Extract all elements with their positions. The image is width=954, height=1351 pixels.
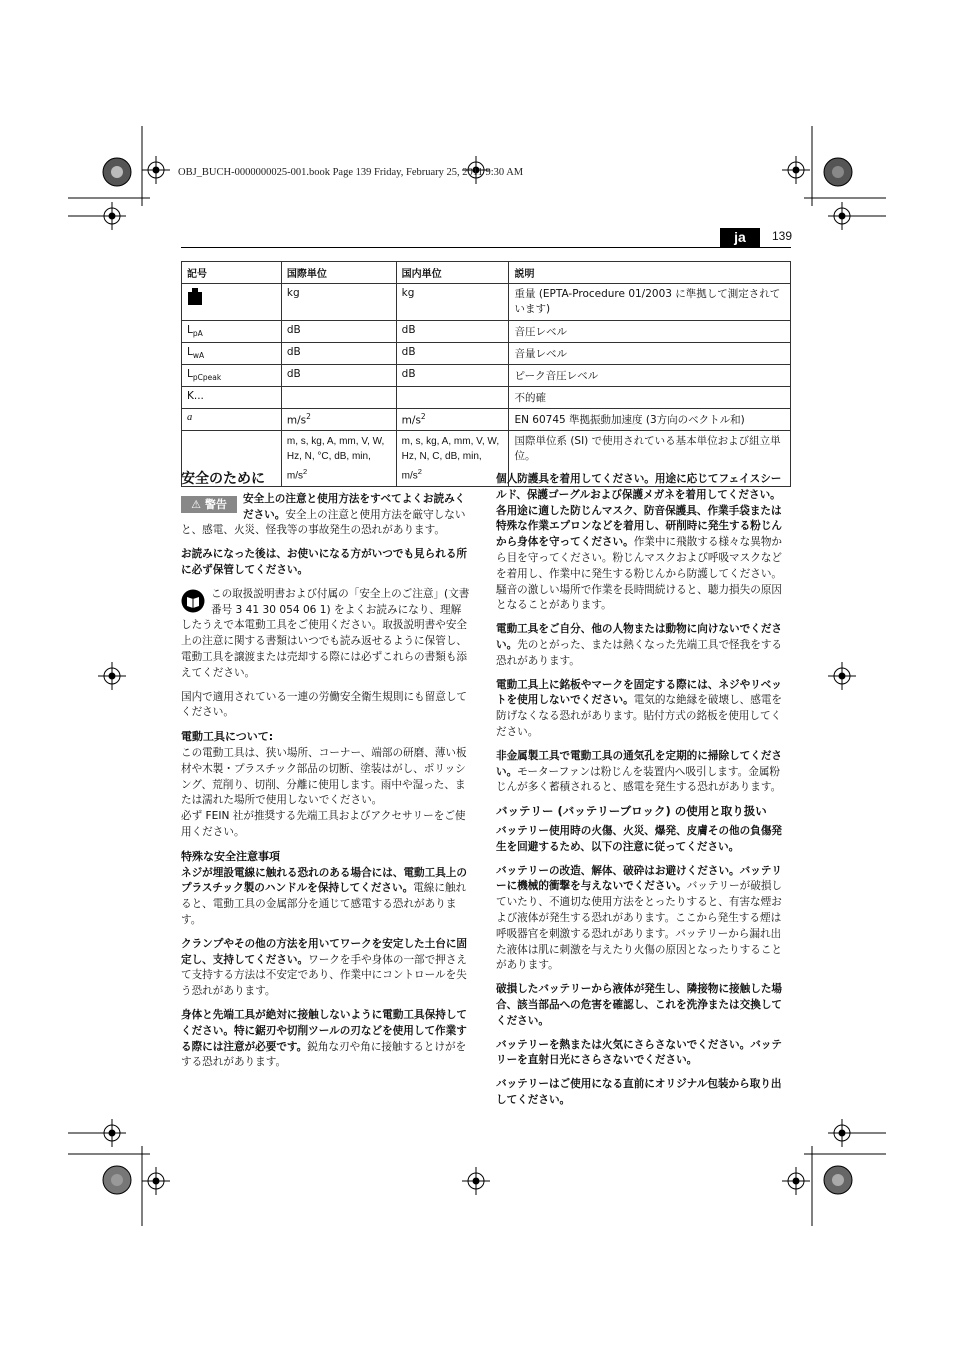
table-row [182, 365, 791, 387]
symbol-text: L [187, 368, 193, 380]
table-cell: 重量 (EPTA-Procedure 01/2003 に準拠して測定されています) [509, 284, 791, 321]
body-text: 電線に触れると、電動工具の金属部分を通じて感電する恐れがあります。 [181, 882, 467, 926]
body-text: 電気的な絶縁を破壊し、感電を防げなくなる恐れがあります。貼付方式の銘板を使用してください。 [496, 694, 783, 738]
unit-superscript: 2 [417, 467, 422, 476]
body-paragraph [496, 749, 786, 796]
manual-paragraph [181, 587, 471, 682]
table-cell: K... [182, 387, 282, 409]
table-row [182, 409, 791, 431]
table-cell: dB [396, 321, 509, 343]
body-text: 安全上の注意と使用方法を厳守しないと、感電、火災、怪我等の事故発生の恐れがあります。 [181, 508, 466, 537]
table-cell: kg [396, 284, 509, 321]
bold-text: 電動工具上に銘板やマークを固定する際には、ネジやリベットを使用しないでください。 [496, 678, 782, 707]
table-cell: 音量レベル [509, 343, 791, 365]
table-cell [182, 343, 282, 365]
weight-symbol-cell [182, 284, 282, 321]
unit-superscript: 2 [306, 412, 311, 421]
table-cell [281, 387, 396, 409]
table-cell: dB [281, 343, 396, 365]
bold-text: クランプやその他の方法を用いてワークを安定した土台に固定し、支持してください。 [181, 937, 468, 966]
table-cell: dB [281, 321, 396, 343]
table-cell: 国際単位系 (SI) で使用されている基本単位および組立単位。 [509, 431, 791, 487]
table-cell: kg [281, 284, 396, 321]
symbol-text: L [187, 346, 193, 358]
table-row [182, 387, 791, 409]
unit-text: m/s [286, 414, 307, 427]
header-rule [181, 247, 791, 248]
body-text: モーターファンは粉じんを装置内へ吸引します。金属粉じんが多く蓄積されると、感電を発生する恐れがあります。 [496, 765, 782, 794]
table-cell [182, 321, 282, 343]
body-paragraph [496, 678, 786, 741]
unit-superscript: 2 [302, 467, 308, 476]
unit-list: m, s, kg, A, mm, V, W, Hz, N, °C, dB, min, m/s [286, 436, 385, 482]
table-cell: EN 60745 準拠振動加速度 (3方向のベクトル和) [509, 409, 791, 431]
symbol-text: L [187, 324, 193, 336]
subsection-title: 特殊な安全注意事項 [181, 849, 280, 863]
read-manual-icon [181, 589, 205, 613]
table-cell: 不的確 [509, 387, 791, 409]
table-cell: dB [396, 365, 509, 387]
symbol-subscript: wA [192, 351, 205, 361]
body-paragraph [181, 937, 471, 1000]
body-text: 先のとがった、または熱くなった先端工具で怪我をする恐れがあります。 [496, 638, 783, 667]
body-paragraph: 破損したバッテリーから液体が発生し、隣接物に接触した場合、該当部品への危害を確認し、これを洗浄または交換してください。 [496, 983, 783, 1027]
table-cell: 音圧レベル [509, 321, 791, 343]
language-badge: ja [720, 228, 760, 247]
table-cell: dB [396, 343, 509, 365]
bold-text: 安全上の注意と使用方法をすべてよくお読みください。 [243, 492, 466, 521]
weight-icon [187, 287, 203, 305]
page-number: 139 [772, 229, 793, 243]
warning-paragraph [181, 492, 471, 539]
unit-text: m/s [401, 414, 421, 427]
bold-text: バッテリーの改造、解体、破砕はお避けください。バッテリーに機械的衝撃を与えないでください。 [496, 864, 783, 893]
book-info-line: OBJ_BUCH-0000000025-001.book Page 139 Friday, February 25, 2011 9:30 AM [178, 167, 524, 178]
subsection-title: 電動工具について: [181, 730, 274, 744]
bold-text: 身体と先端工具が絶対に接触しないように電動工具保持してください。特に鋸刃や切削ツールの刃などを使用して作業する際には注意が必要です。 [181, 1008, 468, 1053]
body-paragraph: バッテリーを熱または火気にさらさないでください。バッテリーを直射日光にさらさないでください。 [496, 1038, 783, 1067]
body-paragraph: 国内で適用されている一連の労働安全衛生規則にも留意してください。 [181, 690, 468, 719]
body-paragraph: 必ず FEIN 社が推奨する先端工具およびアクセサリーをご使用ください。 [181, 810, 466, 838]
table-cell [281, 409, 396, 431]
bold-text: 電動工具をご自分、他の人物または動物に向けないでください。 [496, 623, 783, 651]
table-row [182, 321, 791, 343]
bold-text: 非金属製工具で電動工具の通気孔を定期的に掃除してください。 [496, 749, 783, 778]
table-cell [182, 365, 282, 387]
table-cell: dB [281, 365, 396, 387]
left-column [181, 472, 471, 1079]
warning-label: 警告 [204, 497, 227, 511]
body-text: ワークを手や身体の一部で押さえて支持する方法は不安定であり、作業中にコントロールを失う恐れがあります。 [181, 953, 468, 998]
body-paragraph: バッテリー使用時の火傷、火災、爆発、皮膚その他の負傷発生を回避するため、以下の注意に従ってください。 [496, 824, 783, 853]
table-header: 説明 [509, 262, 791, 284]
table-header-row [182, 262, 791, 284]
body-text: 鋭角な刃や角に接触するとけがをする恐れがあります。 [181, 1040, 467, 1069]
table-cell: ピーク音圧レベル [509, 365, 791, 387]
warning-badge: ⚠ 警告 [181, 496, 237, 513]
body-paragraph: お読みになった後は、お使いになる方がいつでも見られる所に必ず保管してください。 [181, 548, 468, 576]
table-row [182, 284, 791, 321]
units-table [181, 261, 791, 487]
body-text: バッテリーが破損していたり、不適切な使用方法をとったりすると、有害な煙および液体が発生する恐れがあります。ここから発生する煙は呼吸器官を刺激する恐れがあります。バッテリーから漏れ出た液体は肌に刺激を与えたり火傷の原因となったりすることがあります。 [496, 880, 783, 972]
section-title: 安全のために [181, 471, 265, 487]
right-column [496, 472, 786, 1117]
table-cell: a [182, 409, 282, 431]
symbol-subscript: pCpeak [192, 373, 222, 383]
unit-superscript: 2 [420, 412, 426, 421]
body-paragraph [496, 622, 786, 669]
body-paragraph: バッテリーはご使用になる直前にオリジナル包装から取り出してください。 [496, 1078, 782, 1106]
table-header: 国際単位 [281, 262, 396, 284]
unit-list: m, s, kg, A, mm, V, W, Hz, N, C, dB, min, m/s [401, 436, 500, 482]
body-text: 作業中に飛散する様々な異物から目を守ってください。粉じんマスクおよび呼吸マスクなどを着用し、作業中に発生する粉じんから防護してください。騒音の激しい場所で作業を長時間続けると、聴力損失の原因となることがあります。 [496, 536, 783, 612]
subsection-title: バッテリー (バッテリーブロック) の使用と取り扱い [496, 804, 767, 819]
body-paragraph [181, 1008, 471, 1071]
table-row [182, 343, 791, 365]
bold-text: 個人防護具を着用してください。用途に応じてフェイスシールド、保護ゴーグルおよび保護メガネを着用してください。各用途に適した防じんマスク、防音保護具、作業手袋または特殊な作業エプロンなどを着用し、研削時に発生する粉じんから身体を守ってください。 [496, 473, 783, 549]
body-paragraph [496, 864, 786, 975]
body-paragraph [496, 472, 786, 614]
table-header: 国内単位 [396, 262, 509, 284]
body-paragraph [181, 866, 471, 929]
bold-text: ネジが埋設電線に触れる恐れのある場合には、電動工具上のプラスチック製のハンドルを保持してください。 [181, 866, 468, 895]
table-header: 記号 [182, 262, 282, 284]
symbol-subscript: pA [192, 329, 203, 339]
body-paragraph: この電動工具は、狭い場所、コーナー、端部の研磨、薄い板材や木製・プラスチック部品の切断、塗装はがし、ポリッシング、荒削り、切削、分離に使用します。雨中や湿った、または濡れた場所で使用しないでください。 [181, 746, 467, 807]
table-cell [396, 387, 509, 409]
body-text: この取扱説明書および付属の「安全上のご注意」(文書番号 3 41 30 054 06 1) をよくお読みになり、理解したうえで本電動工具をご使用ください。取扱説明書や安全上の注意に関する書類はいつでも読み返せるように保管し、電動工具を譲渡または売却する際には必ずこれらの書類も添えてください。 [181, 587, 470, 679]
table-cell [396, 409, 509, 431]
